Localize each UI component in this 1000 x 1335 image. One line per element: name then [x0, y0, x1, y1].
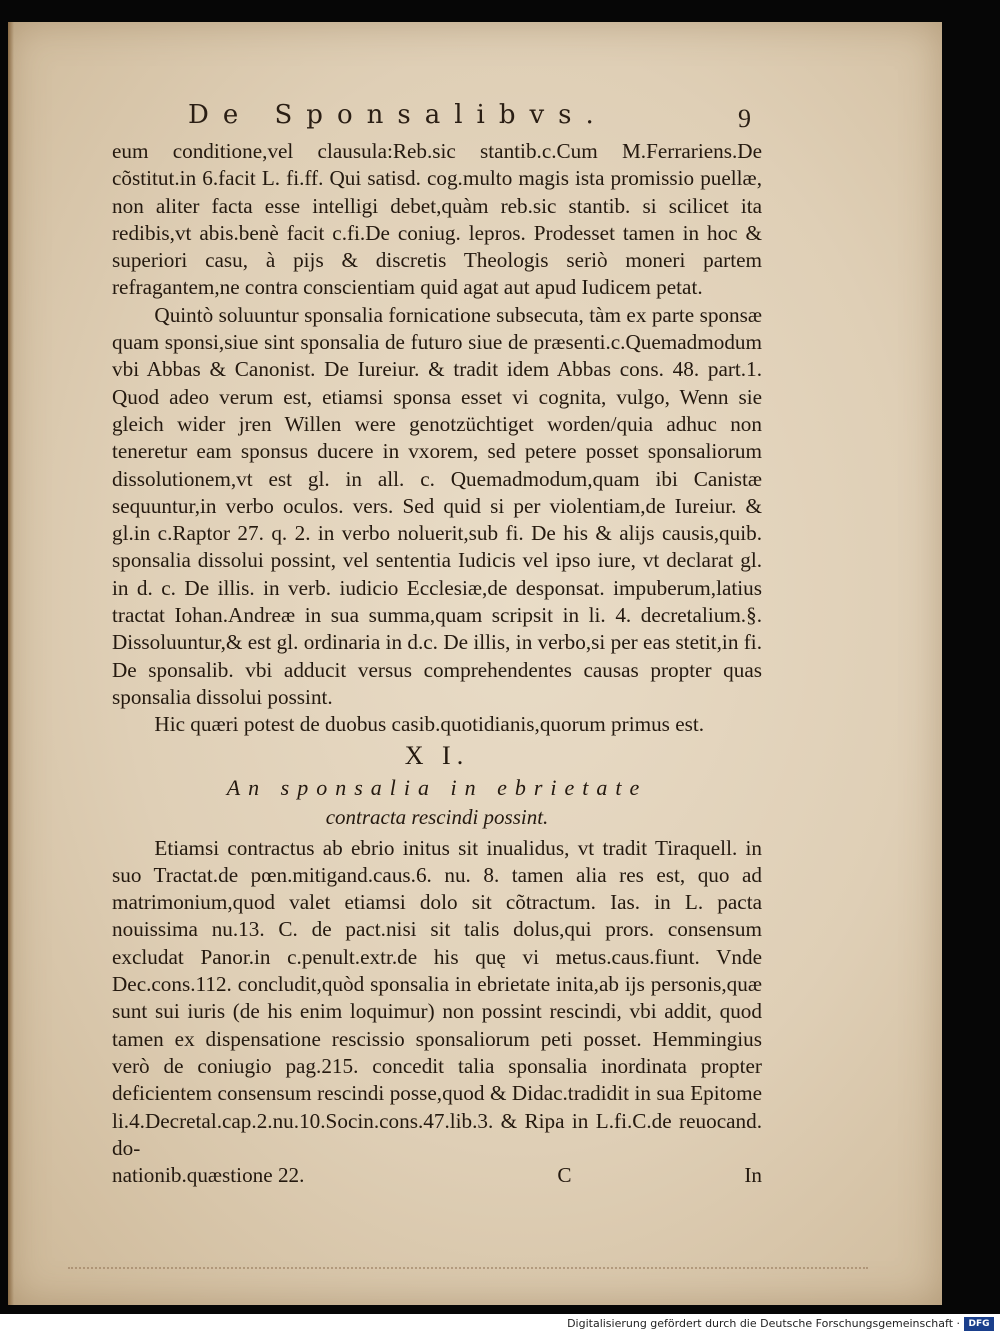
- stitch-marks: [68, 1247, 868, 1269]
- last-line: [112, 1162, 762, 1189]
- footer-strip: [0, 1314, 1000, 1335]
- funding-notice: Digitalisierung gefördert durch die Deutsche Forschungsgemeinschaft ·: [567, 1317, 960, 1330]
- chapter-subheading: contracta rescindi possint.: [325, 804, 549, 829]
- paragraph-1: eum conditione,vel clausula:Reb.sic stantib.c.Cum M.Ferrariens.De cõstitut.in 6.facit L. fi.ff. Qui satisd. cog.multo magis ista promissio puellæ, non aliter facta esse intelligi debet,quàm reb.sic stantib. si scilicet ita redibis,vt abis.benè facit c.fi.De coniug. lepros. Prodesset tamen in hoc & superiori casu, à pijs & discretis Theologis seriò moneri partem refragantem,ne contra conscientiam quid agat aut apud Iudicem petat.: [112, 139, 762, 300]
- dfg-logo-icon: DFG: [964, 1317, 994, 1331]
- signature-mark: C: [557, 1163, 572, 1188]
- body-text: [112, 138, 762, 1189]
- catchword: In: [744, 1163, 762, 1188]
- paragraph-4: Etiamsi contractus ab ebrio initus sit inualidus, vt tradit Tiraquell. in suo Tractat.de pœn.mitigand.caus.6. nu. 8. tamen alia res est, quo ad matrimonium,quod valet etiamsi dolo sit cõtractum. Ias. in L. pacta nouissima nu.13. C. de pact.nisi sit talis dolus,qui prors. consensum excludat Panor.in c.penult.extr.de his quę vi metus.caus.fiunt. Vnde Dec.cons.112. concludit,quòd sponsalia in ebrietate inita,ab ijs personis,quæ sunt sui iuris (de his enim loquimur) non possint rescindi, vbi addit, quod tamen ex dispensatione rescissio sponsaliorum peti posset. Hemmingius verò de coniugio pag.215. concedit talia sponsalia inordinata propter deficientem consensum rescindi posse,quod & Didac.tradidit in sua Epitome li.4.Decretal.cap.2.nu.10.Socin.cons.47.lib.3. & Ripa in L.fi.C.de reuocand. do-: [112, 835, 762, 1160]
- paragraph-3: Hic quæri potest de duobus casib.quotidianis,quorum primus est.: [154, 712, 705, 737]
- running-head: De Sponsalibvs.: [188, 100, 608, 130]
- chapter-heading: An sponsalia in ebrietate: [226, 774, 648, 800]
- last-line-text: nationib.quæstione 22.: [112, 1163, 305, 1188]
- page-binding-edge: [8, 22, 14, 1305]
- page-number: 9: [738, 104, 751, 133]
- paragraph-2: Quintò soluuntur sponsalia fornicatione subsecuta, tàm ex parte sponsæ quam sponsi,siue sint sponsalia de futuro siue de præsenti.c.Quemadmodum vbi Abbas & Canonist. De Iureiur. & tradit idem Abbas cons. 48. part.1. Quod adeo verum est, etiamsi sponsa esset vi cognita, vulgo, Wenn sie gleich wider jren Willen were genotzüchtiget worden/quia adhuc non teneretur eam sponsus ducere in vxorem, sed petere posset sponsaliorum dissolutionem,vt est gl. in all. c. Quemadmodum,quam ibi Canistæ sequuntur,in verbo oculos. vers. Sed quid si per violentiam,de Iureiur. & gl.in c.Raptor 27. q. 2. in verbo noluerit,sub fi. De his & alijs causis,quib. sponsalia dissolui possint, vel sententia Iudicis vel ipso iure, vt declarat gl. in d. c. De illis. in verb. iudicio Ecclesiæ,de desponsat. impuberum,latius tractat Iohan.Andreæ in sua summa,quam scripsit in li. 4. decretalium.§. Dissoluuntur,& est gl. ordinaria in d.c. De illis, in verbo,si per eas stetit,in fi. De sponsalib. vbi adducit versus comprehendentes causas propter quas sponsalia dissolui possint.: [112, 302, 762, 709]
- chapter-number: X I.: [404, 740, 470, 770]
- book-page: [8, 22, 942, 1305]
